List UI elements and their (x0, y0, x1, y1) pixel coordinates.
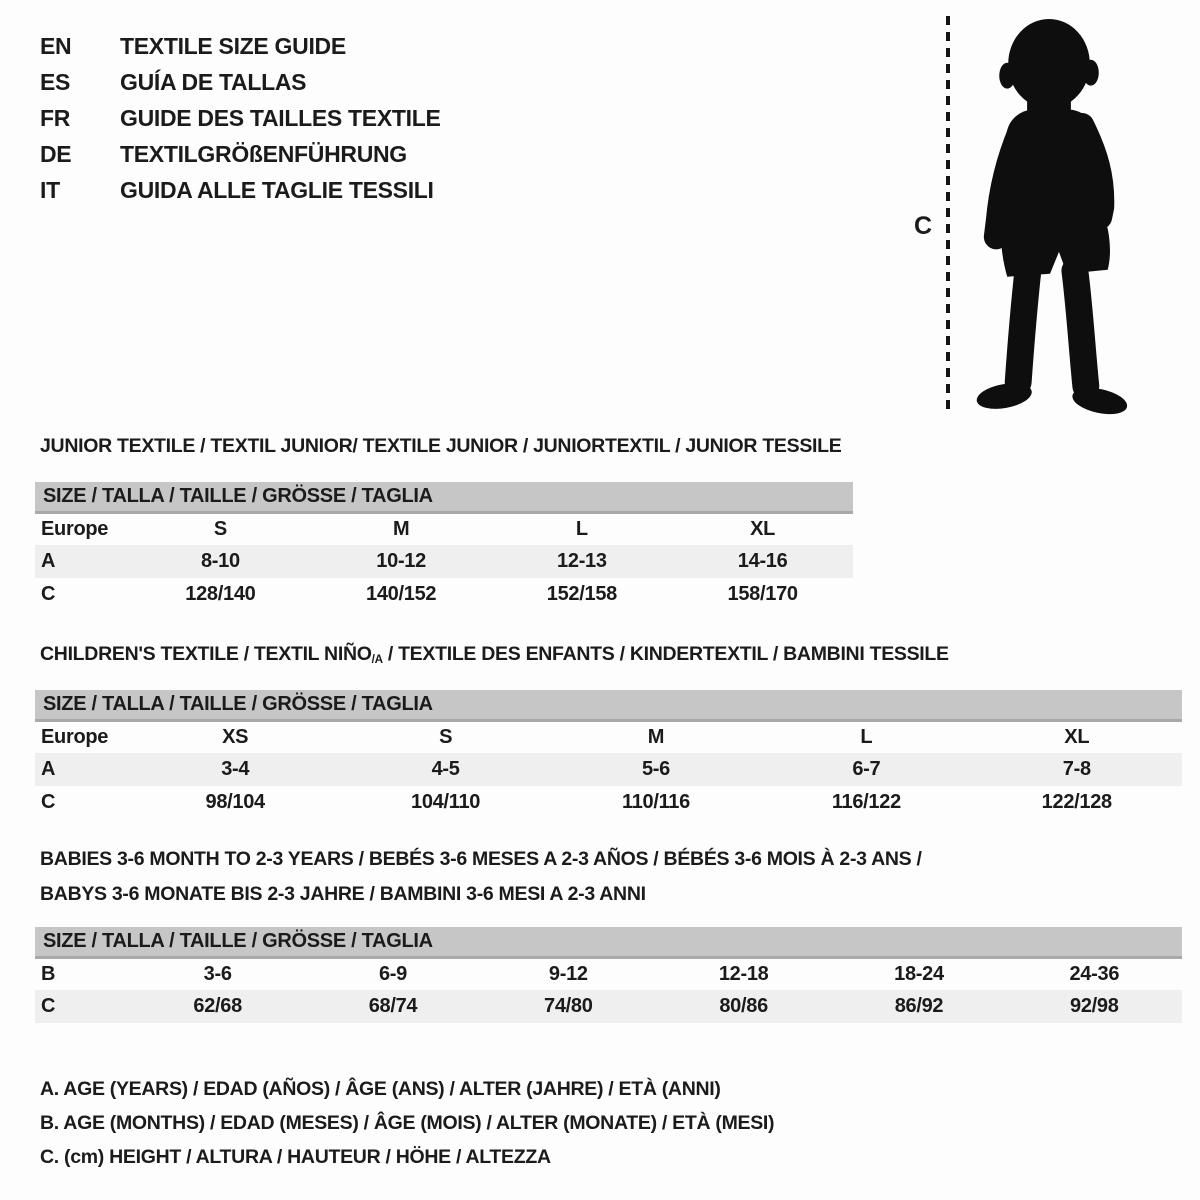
table-row (35, 753, 1182, 786)
height-cell: 104/110 (411, 791, 481, 813)
table-header-band (35, 690, 1182, 720)
children-section-heading (40, 643, 949, 671)
children-heading-prefix: CHILDREN'S TEXTILE / TEXTIL NIÑO (40, 643, 372, 665)
toddler-silhouette-icon (958, 12, 1144, 420)
junior-section-heading: JUNIOR TEXTILE / TEXTIL JUNIOR/ TEXTILE JUNIOR / JUNIORTEXTIL / JUNIOR TESSILE (40, 435, 842, 457)
row-label: C (41, 583, 56, 605)
size-cell: L (860, 725, 873, 748)
height-cell: 62/68 (130, 990, 305, 1023)
height-cell: 152/158 (546, 583, 617, 605)
children-size-table (35, 690, 1182, 819)
height-cell: 140/152 (366, 583, 437, 605)
language-code: DE (40, 140, 72, 167)
size-cell: S (439, 725, 453, 748)
language-code: EN (40, 32, 72, 59)
height-cell: 74/80 (481, 990, 656, 1023)
age-cell: 3-6 (203, 962, 232, 985)
row-label: B (41, 962, 56, 985)
height-cell: 128/140 (185, 583, 256, 605)
height-cell: 122/128 (1041, 791, 1112, 813)
guide-title: GUÍA DE TALLAS (120, 68, 307, 95)
height-cell: 158/170 (727, 583, 798, 605)
age-cell: 12-13 (492, 545, 673, 578)
age-cell: 6-7 (761, 753, 971, 786)
age-cell: 14-16 (672, 545, 853, 578)
guide-title: GUIDA ALLE TAGLIE TESSILI (120, 176, 434, 203)
table-row (35, 786, 1182, 819)
height-dashed-line (946, 16, 950, 416)
age-cell: 7-8 (972, 753, 1182, 786)
language-row (40, 28, 441, 64)
size-cell: XS (222, 725, 249, 748)
height-measure-label: C (914, 212, 932, 240)
legend-line-age-months: B. AGE (MONTHS) / EDAD (MESES) / ÂGE (MOIS) / ALTER (MONATE) / ETÀ (MESI) (40, 1111, 775, 1134)
size-cell: M (392, 517, 410, 540)
language-row (40, 172, 441, 208)
row-label: C (41, 791, 56, 813)
row-label: Europe (41, 725, 109, 748)
language-row (40, 136, 441, 172)
size-cell: S (213, 517, 227, 540)
age-cell: 4-5 (340, 753, 550, 786)
babies-section-heading-line1: BABIES 3-6 MONTH TO 2-3 YEARS / BEBÉS 3-6 MESES A 2-3 AÑOS / BÉBÉS 3-6 MOIS À 2-3 ANS / (40, 848, 922, 870)
legend-line-age-years: A. AGE (YEARS) / EDAD (AÑOS) / ÂGE (ANS) / ALTER (JAHRE) / ETÀ (ANNI) (40, 1077, 721, 1100)
guide-title: GUIDE DES TAILLES TEXTILE (120, 104, 441, 131)
measure-legend (40, 1072, 774, 1174)
children-heading-sub: /A (371, 652, 383, 666)
language-row (40, 64, 441, 100)
size-cell: XL (1064, 725, 1090, 748)
height-cell: 116/122 (831, 791, 901, 813)
age-cell: 9-12 (548, 962, 588, 985)
table-row (35, 545, 853, 578)
age-cell: 24-36 (1069, 962, 1120, 985)
size-header-label: SIZE / TALLA / TAILLE / GRÖSSE / TAGLIA (35, 690, 1182, 720)
junior-size-table (35, 482, 853, 611)
age-cell: 18-24 (894, 962, 944, 985)
size-cell: M (647, 725, 665, 748)
babies-section-heading-line2: BABYS 3-6 MONATE BIS 2-3 JAHRE / BAMBINI 3-6 MESI A 2-3 ANNI (40, 883, 646, 905)
babies-size-table (35, 927, 1182, 1023)
table-header-band (35, 927, 1182, 957)
table-row (35, 720, 1182, 753)
language-row (40, 100, 441, 136)
height-cell: 80/86 (656, 990, 831, 1023)
size-cell: XL (750, 517, 776, 540)
row-label: Europe (41, 517, 109, 540)
age-cell: 6-9 (378, 962, 407, 985)
age-cell: 3-4 (130, 753, 340, 786)
age-cell: 12-18 (718, 962, 769, 985)
size-header-label: SIZE / TALLA / TAILLE / GRÖSSE / TAGLIA (35, 927, 1182, 957)
language-code: ES (40, 68, 71, 95)
language-code: IT (40, 176, 60, 203)
legend-line-height-cm: C. (cm) HEIGHT / ALTURA / HAUTEUR / HÖHE / ALTEZZA (40, 1145, 551, 1168)
height-cell: 98/104 (205, 791, 265, 813)
table-row (35, 990, 1182, 1023)
row-label: A (35, 545, 130, 578)
row-label: C (35, 990, 130, 1023)
table-row (35, 512, 853, 545)
table-row (35, 957, 1182, 990)
table-header-band (35, 482, 853, 512)
row-label: A (35, 753, 130, 786)
height-cell: 110/116 (621, 791, 690, 813)
guide-title: TEXTILGRÖßENFÜHRUNG (120, 140, 407, 167)
age-cell: 10-12 (311, 545, 492, 578)
language-title-list (40, 28, 441, 208)
height-cell: 86/92 (831, 990, 1006, 1023)
size-cell: L (575, 517, 588, 540)
age-cell: 5-6 (551, 753, 761, 786)
language-code: FR (40, 104, 71, 131)
table-row (35, 578, 853, 611)
height-cell: 92/98 (1007, 990, 1182, 1023)
age-cell: 8-10 (130, 545, 311, 578)
height-cell: 68/74 (305, 990, 480, 1023)
size-header-label: SIZE / TALLA / TAILLE / GRÖSSE / TAGLIA (35, 482, 853, 512)
guide-title: TEXTILE SIZE GUIDE (120, 32, 346, 59)
children-heading-suffix: / TEXTILE DES ENFANTS / KINDERTEXTIL / BAMBINI TESSILE (382, 643, 949, 665)
